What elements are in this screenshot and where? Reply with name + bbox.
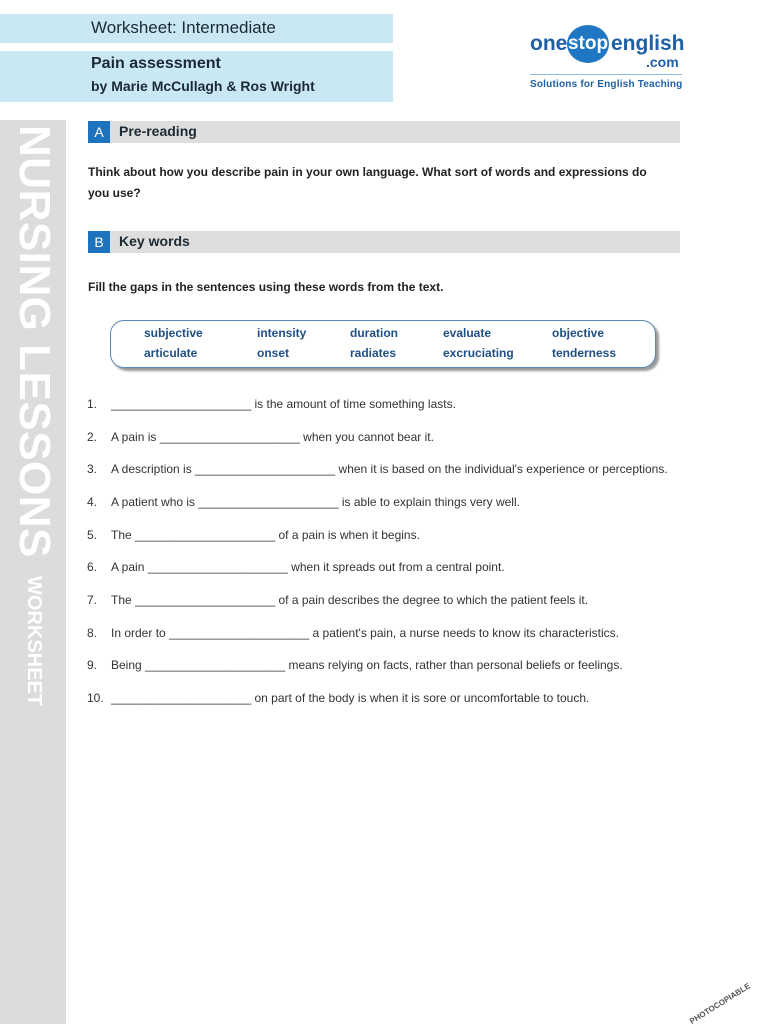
logo-divider [530, 74, 682, 75]
question-text: The _____________________ of a pain describes the degree to which the patient feels it. [111, 593, 589, 607]
word-box [110, 320, 656, 368]
question-text: Being _____________________ means relying on facts, rather than personal beliefs or feelings. [111, 658, 623, 672]
authors: by Marie McCullagh & Ros Wright [91, 78, 315, 94]
section-b-title: Key words [119, 233, 190, 249]
question-number: 4. [87, 495, 98, 509]
question-text: A description is _____________________ when it is based on the individual's experience or perceptions. [111, 462, 668, 476]
logo-one: one [530, 32, 568, 55]
word-item: articulate [144, 346, 198, 360]
question-number: 7. [87, 593, 98, 607]
section-b-letter: B [88, 231, 110, 253]
worksheet-level: Worksheet: Intermediate [91, 18, 276, 37]
section-b-instruction: Fill the gaps in the sentences using these words from the text. [88, 280, 444, 294]
question-number: 6. [87, 560, 98, 574]
word-item: radiates [350, 346, 397, 360]
word-item: tenderness [552, 346, 617, 360]
logo-english: english [611, 32, 685, 55]
stamp-text: PHOTOCOPIABLE [688, 981, 752, 1026]
sidebar-type: WORKSHEET [23, 576, 45, 707]
word-item: onset [257, 346, 290, 360]
question-number: 5. [87, 528, 98, 542]
section-a-text: Think about how you describe pain in your own language. What sort of words and expressions do you use? [88, 165, 647, 200]
page-title: Pain assessment [91, 55, 221, 72]
word-item: objective [552, 326, 605, 340]
section-a-title: Pre-reading [119, 123, 197, 139]
question-text: In order to _____________________ a patient's pain, a nurse needs to know its characteristics. [111, 626, 619, 640]
question-text: _____________________ is the amount of time something lasts. [111, 397, 456, 411]
question-text: A pain _____________________ when it spreads out from a central point. [111, 560, 505, 574]
photocopiable-stamp [685, 981, 752, 1035]
word-item: excruciating [443, 346, 514, 360]
onestopenglish-logo [528, 24, 688, 94]
sidebar-label [11, 125, 57, 706]
question-number: 3. [87, 462, 98, 476]
logo-com: .com [646, 54, 679, 70]
question-number: 8. [87, 626, 98, 640]
section-a-header [88, 121, 680, 143]
section-b-header [88, 231, 680, 253]
question-text: A pain is _____________________ when you cannot bear it. [111, 430, 434, 444]
logo-tagline: Solutions for English Teaching [530, 79, 683, 90]
section-a-letter: A [88, 121, 110, 143]
question-number: 1. [87, 397, 98, 411]
question-number: 10. [87, 691, 104, 705]
word-item: evaluate [443, 326, 492, 340]
question-number: 9. [87, 658, 98, 672]
logo-stop-circle: stop [567, 25, 609, 63]
word-item: subjective [144, 326, 203, 340]
question-text: _____________________ on part of the body is when it is sore or uncomfortable to touch. [111, 691, 590, 705]
question-number: 2. [87, 430, 98, 444]
question-text: The _____________________ of a pain is when it begins. [111, 528, 420, 542]
question-text: A patient who is _____________________ is able to explain things very well. [111, 495, 520, 509]
word-item: duration [350, 326, 398, 340]
word-item: intensity [257, 326, 307, 340]
sidebar-series: NURSING LESSONS [10, 125, 59, 558]
